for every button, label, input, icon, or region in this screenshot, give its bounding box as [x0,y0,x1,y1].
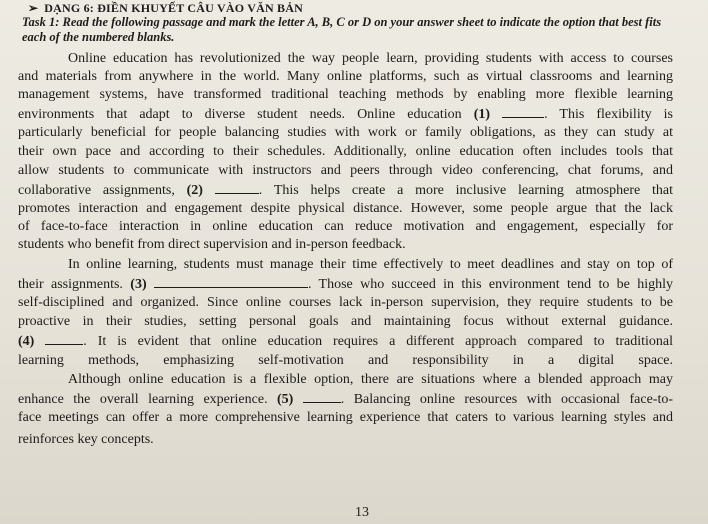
passage-line [18,124,673,142]
passage-line [18,50,673,68]
passage-line [18,86,673,104]
passage-line [18,68,673,86]
line-text: their own pace and according to their schedules. Additionally, online education often includes tools that [18,144,673,159]
passage-line [18,390,673,409]
passage-line [18,105,673,124]
line-text: environments that adapt to diverse student needs. Online education [18,107,462,122]
line-text: . It is evident that online education requires a different approach compared to traditional [83,334,673,349]
passage-line [18,143,673,161]
line-text: In online learning, students must manage their time effectively to meet deadlines and stay on top of [68,257,673,272]
passage-line [18,409,673,427]
line-text: collaborative assignments, [18,183,175,198]
line-text: promotes interaction and engagement despite physical distance. However, some people argue that the lack [18,201,673,216]
blank-number: (5) [277,392,294,407]
passage-line [18,200,673,218]
blank-number: (3) [130,277,147,292]
line-text: management systems, have transformed traditional teaching methods by enabling more flexible learning [18,87,673,102]
heading-title: DẠNG 6: ĐIỀN KHUYẾT CÂU VÀO VĂN BẢN [44,1,303,15]
line-text: students who benefit from direct supervision and in-person feedback. [18,237,406,252]
passage-line [18,371,673,389]
section-heading [28,1,303,16]
passage-line [18,181,673,200]
passage-line [18,236,673,254]
line-text: allow students to communicate with instructors and peers through video conferencing, chat forums, and [18,163,673,178]
passage-line [18,352,673,370]
line-text: . This flexibility is [544,107,673,122]
passage-line [18,275,673,294]
line-text: enhance the overall learning experience. [18,392,268,407]
page-number: 13 [355,505,369,520]
answer-blank [303,390,341,403]
passage-line [18,431,673,449]
blank-number: (4) [18,334,35,349]
passage-line [18,332,673,351]
line-text: face meetings can offer a more comprehensive learning experience that caters to various learning styles and [18,410,673,425]
line-text: particularly beneficial for people balancing studies with work or family obligations, as they can study at [18,125,673,140]
line-text: Online education has revolutionized the way people learn, providing students with access to courses [68,51,673,66]
line-text: . This helps create a more inclusive learning atmosphere that [258,183,674,198]
arrow-bullet-icon: ➢ [28,1,39,15]
answer-blank [45,332,83,345]
line-text: proactive in their studies, setting personal goals and maintaining focus without external guidance. [18,314,673,329]
line-text: reinforces key concepts. [18,432,154,447]
passage-line [18,294,673,312]
passage-line [18,218,673,236]
blank-number: (1) [473,107,491,122]
answer-blank [215,181,259,194]
line-text: of face-to-face interaction in online education can reduce motivation and engagement, especially for [18,219,673,234]
task-instruction: Task 1: Read the following passage and mark the letter A, B, C or D on your answer sheet to indicate the option that best fits each of the numbered blanks. [22,15,662,44]
answer-blank [154,275,308,288]
line-text: learning methods, emphasizing self-motivation and responsibility in a digital space. [18,353,673,368]
blank-number: (2) [186,183,203,198]
line-text: and materials from anywhere in the world. Many online platforms, such as virtual classrooms and learning [18,69,673,84]
answer-blank [502,105,544,118]
passage-line [18,256,673,274]
line-text: . Balancing online resources with occasional face-to- [340,392,674,407]
line-text: their assignments. [18,277,123,292]
passage-line [18,313,673,331]
line-text: self-disciplined and organized. Since online courses lack in-person supervision, they require students to be [18,295,673,310]
passage-line [18,162,673,180]
line-text: . Those who succeed in this environment tend to be highly [307,277,674,292]
line-text: Although online education is a flexible option, there are situations where a blended approach may [68,372,673,387]
